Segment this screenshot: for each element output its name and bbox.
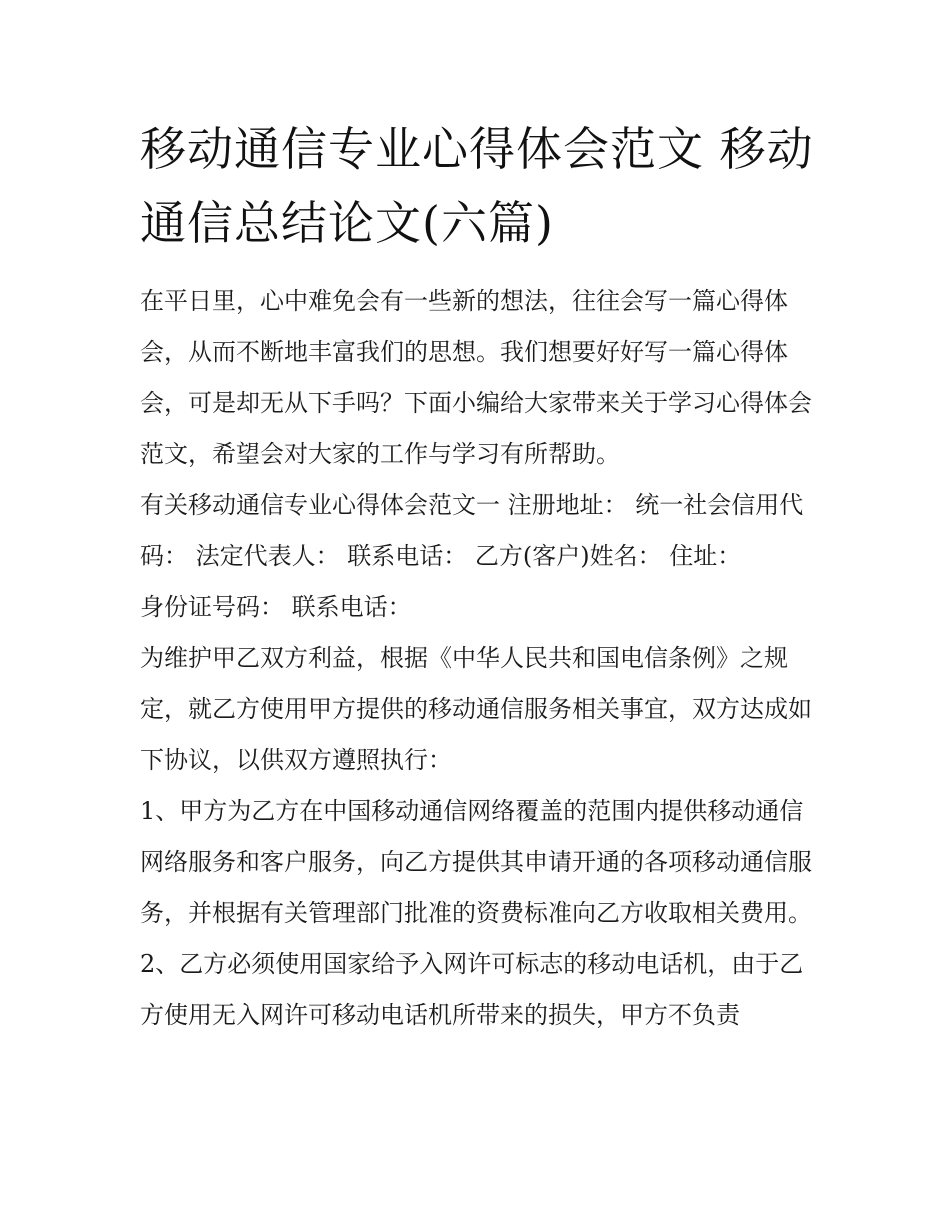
paragraph-agreement-preamble: 为维护甲乙双方利益，根据《中华人民共和国电信条例》之规定，就乙方使用甲方提供的移动通信服务相关事宜，双方达成如下协议，以供双方遵照执行： xyxy=(140,644,812,774)
paragraph-id-number: 身份证号码： 联系电话： xyxy=(140,593,412,621)
paragraph-clause-2: 2、乙方必须使用国家给予入网许可标志的移动电话机，由于乙方使用无入网许可移动电话机所带来的损失，甲方不负责 xyxy=(140,950,804,1029)
document-title: 移动通信专业心得体会范文 移动通信总结论文(六篇) xyxy=(140,122,814,250)
paragraph-intro: 在平日里，心中难免会有一些新的想法，往往会写一篇心得体会，从而不断地丰富我们的思想。我们想要好好写一篇心得体会，可是却无从下手吗？下面小编给大家带来关于学习心得体会范文，希望会对大家的工作与学习有所帮助。 xyxy=(140,287,812,468)
paragraph-clause-1: 1、甲方为乙方在中国移动通信网络覆盖的范围内提供移动通信网络服务和客户服务，向乙方提供其申请开通的各项移动通信服务，并根据有关管理部门批准的资费标准向乙方收取相关费用。 xyxy=(140,797,812,927)
paragraph-contract-header: 有关移动通信专业心得体会范文一 注册地址： 统一社会信用代码： 法定代表人： 联系电话： 乙方(客户)姓名： 住址： xyxy=(140,491,804,570)
document-body xyxy=(140,276,820,1041)
